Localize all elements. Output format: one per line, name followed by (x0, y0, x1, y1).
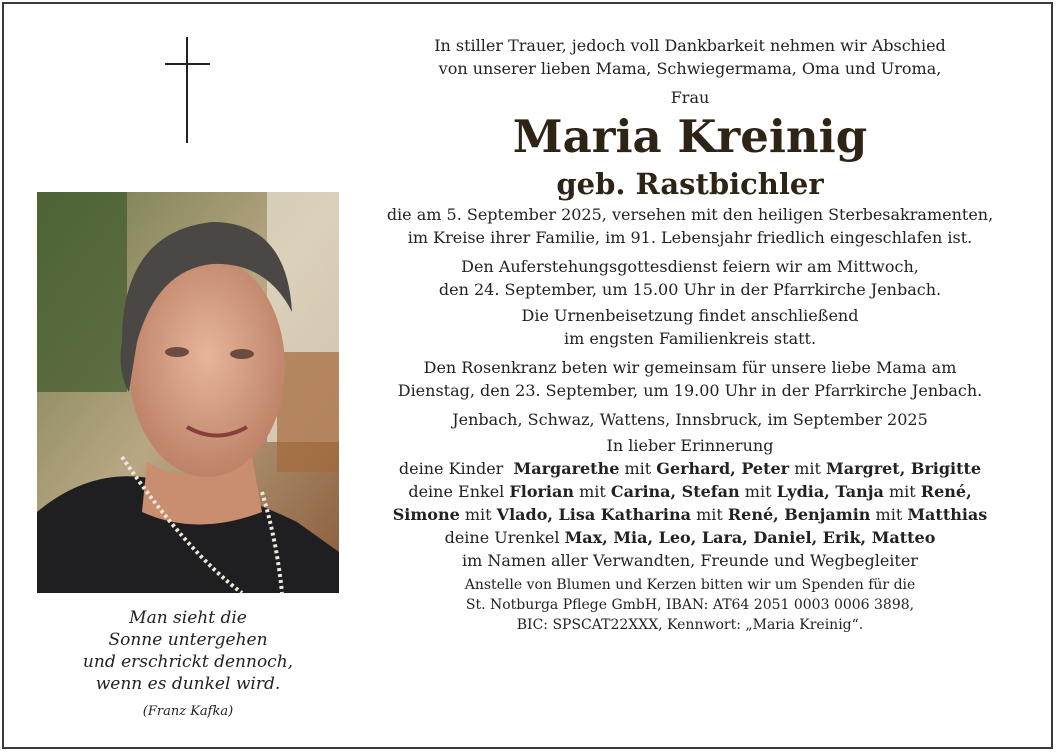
grandchildren-line: deine Enkel Florian mit Carina, Stefan mit Lydia, Tanja mit René, (408, 482, 972, 501)
urn-line: im engsten Familienkreis statt. (563, 329, 817, 348)
urn-line: Die Urnenbeisetzung findet anschließend (521, 306, 859, 325)
places-date: Jenbach, Schwaz, Wattens, Innsbruck, im September 2025 (452, 410, 928, 429)
memory-intro: In lieber Erinnerung (606, 436, 774, 455)
children-line: deine Kinder Margarethe mit Gerhard, Peter mit Margret, Brigitte (398, 459, 982, 478)
intro-line: von unserer lieben Mama, Schwiegermama, Oma und Uroma, (438, 59, 942, 78)
great-grandchildren-line: deine Urenkel Max, Mia, Leo, Lara, Daniel, Erik, Matteo (444, 528, 936, 547)
quote-block (37, 607, 339, 723)
donation-line: St. Notburga Pflege GmbH, IBAN: AT64 2051 0003 0006 3898, (465, 597, 915, 613)
cross-icon-bar (165, 63, 210, 65)
quote-line: Man sieht die (129, 608, 247, 628)
relatives-line: im Namen aller Verwandten, Freunde und Wegbegleiter (462, 551, 918, 570)
rosary-line: Den Rosenkranz beten wir gemeinsam für unsere liebe Mama am (423, 358, 957, 377)
intro-line: In stiller Trauer, jedoch voll Dankbarkeit nehmen wir Abschied (434, 36, 946, 55)
deceased-name: Maria Kreinig (512, 110, 868, 163)
quote-line: Sonne untergehen (108, 630, 268, 650)
quote-author: (Franz Kafka) (142, 704, 234, 719)
rosary-line: Dienstag, den 23. September, um 19.00 Uhr in der Pfarrkirche Jenbach. (397, 381, 983, 400)
portrait-photo (37, 192, 339, 593)
notice-text (352, 34, 1028, 635)
maiden-name: geb. Rastbichler (556, 167, 824, 201)
service-line: den 24. September, um 15.00 Uhr in der Pfarrkirche Jenbach. (438, 280, 942, 299)
grandchildren-line-2: Simone mit Vlado, Lisa Katharina mit René, Benjamin mit Matthias (392, 505, 988, 524)
donation-line: Anstelle von Blumen und Kerzen bitten wir um Spenden für die (464, 577, 916, 593)
death-notice-line: die am 5. September 2025, versehen mit den heiligen Sterbesakramenten, (386, 205, 994, 224)
cross-icon (186, 37, 188, 143)
service-line: Den Auferstehungsgottesdienst feiern wir am Mittwoch, (461, 257, 919, 276)
quote-line: wenn es dunkel wird. (95, 674, 281, 694)
donation-line: BIC: SPSCAT22XXX, Kennwort: „Maria Kreinig“. (516, 617, 864, 633)
salutation: Frau (670, 88, 710, 107)
quote-line: und erschrickt dennoch, (82, 652, 294, 672)
death-notice-line: im Kreise ihrer Familie, im 91. Lebensjahr friedlich eingeschlafen ist. (407, 228, 973, 247)
